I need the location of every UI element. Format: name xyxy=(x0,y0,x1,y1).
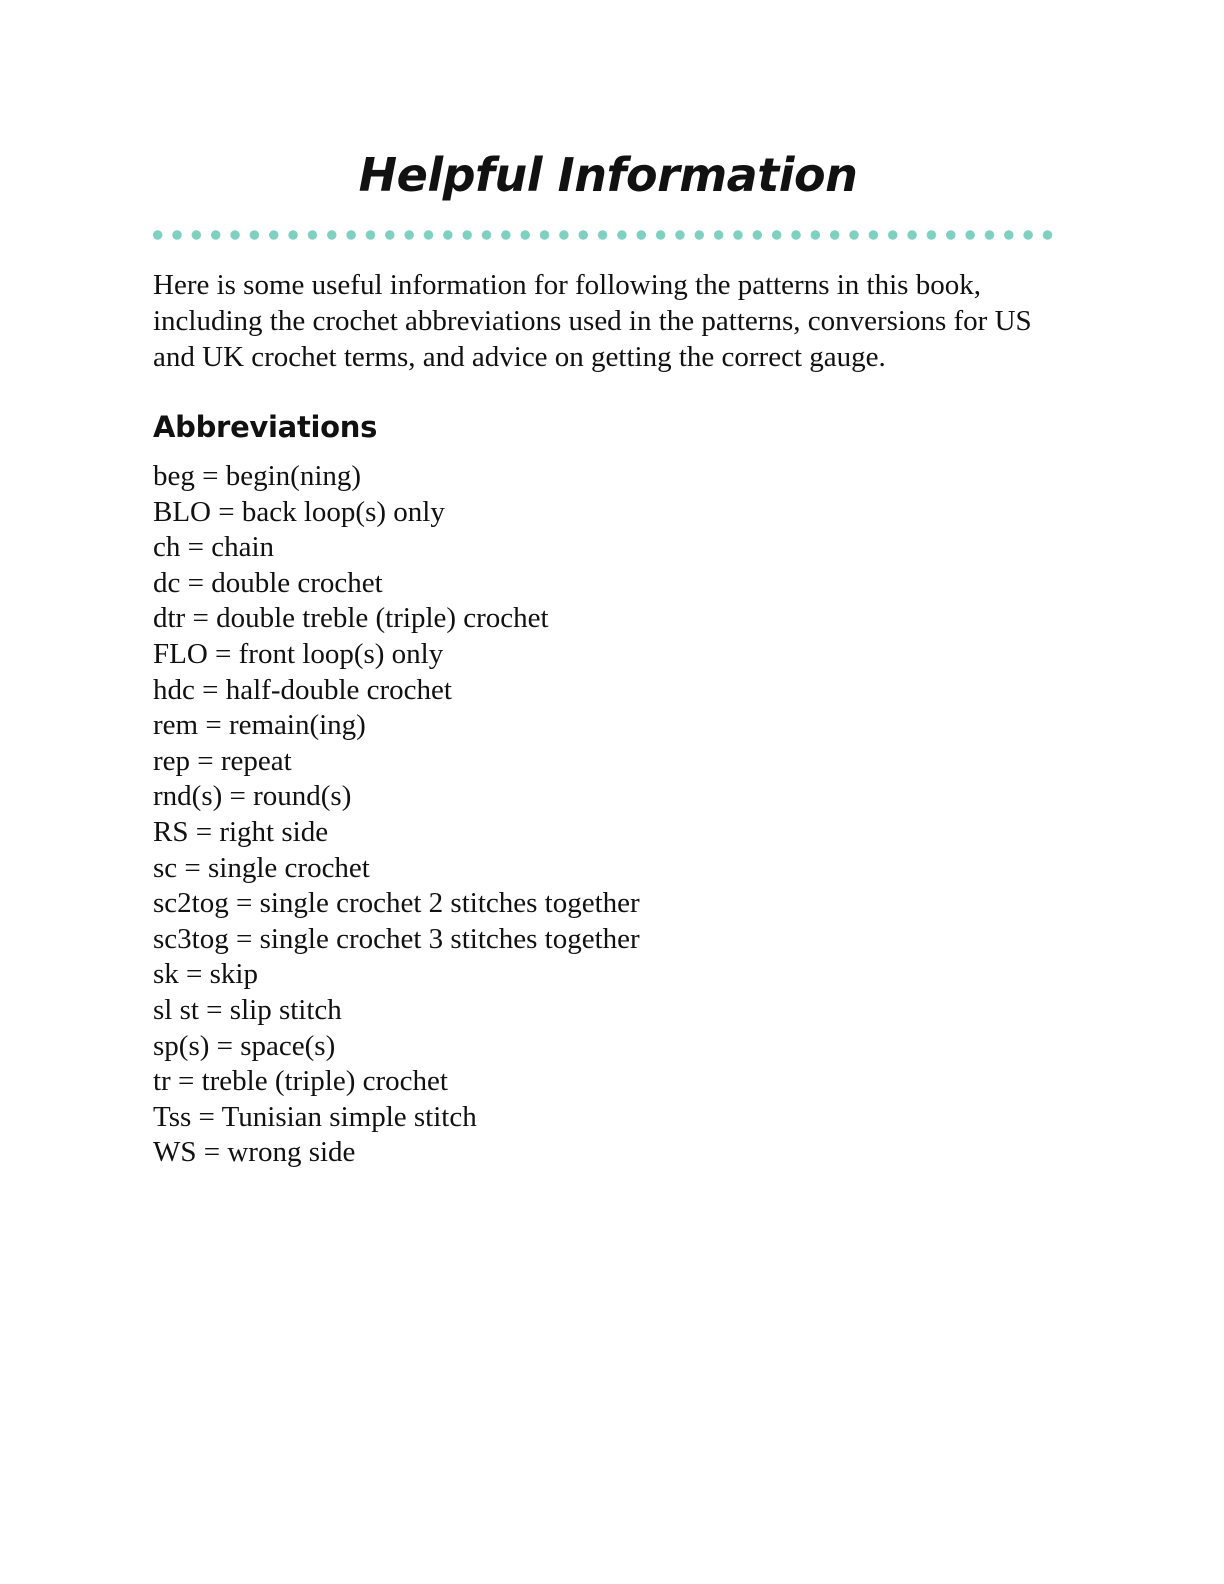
abbreviation-item: WS = wrong side xyxy=(153,1136,356,1169)
abbreviation-item: sl st = slip stitch xyxy=(153,993,342,1026)
dotted-divider xyxy=(153,230,1061,240)
abbreviation-item: beg = begin(ning) xyxy=(153,460,362,492)
abbreviation-item: Tss = Tunisian simple stitch xyxy=(153,1100,477,1133)
abbreviations-list xyxy=(153,459,1063,1171)
abbreviation-item: sc2tog = single crochet 2 stitches together xyxy=(153,887,640,920)
document-page xyxy=(153,140,1063,1171)
intro-paragraph: Here is some useful information for following the patterns in this book, including the crochet abbreviations used in the patterns, conversions for US and UK crochet terms, and advice on getting the correct gauge. xyxy=(153,269,1032,373)
abbreviation-item: dc = double crochet xyxy=(153,566,383,599)
abbreviation-item: FLO = front loop(s) only xyxy=(153,637,444,670)
abbreviation-item: ch = chain xyxy=(153,531,275,564)
abbreviation-item: rnd(s) = round(s) xyxy=(153,780,352,813)
abbreviation-item: dtr = double treble (triple) crochet xyxy=(153,602,549,635)
abbreviation-item: sc = single crochet xyxy=(153,851,370,884)
abbreviation-item: sp(s) = space(s) xyxy=(153,1029,336,1062)
abbreviation-item: rem = remain(ing) xyxy=(153,709,366,742)
abbreviations-heading: Abbreviations xyxy=(153,410,378,444)
abbreviation-item: RS = right side xyxy=(153,815,329,848)
abbreviation-item: BLO = back loop(s) only xyxy=(153,495,445,528)
abbreviation-item: sk = skip xyxy=(153,958,258,991)
abbreviation-item: sc3tog = single crochet 3 stitches together xyxy=(153,922,640,955)
abbreviation-item: tr = treble (triple) crochet xyxy=(153,1065,448,1098)
page-title: Helpful Information xyxy=(358,148,858,202)
abbreviation-item: rep = repeat xyxy=(153,744,292,777)
abbreviation-item: hdc = half-double crochet xyxy=(153,673,452,706)
